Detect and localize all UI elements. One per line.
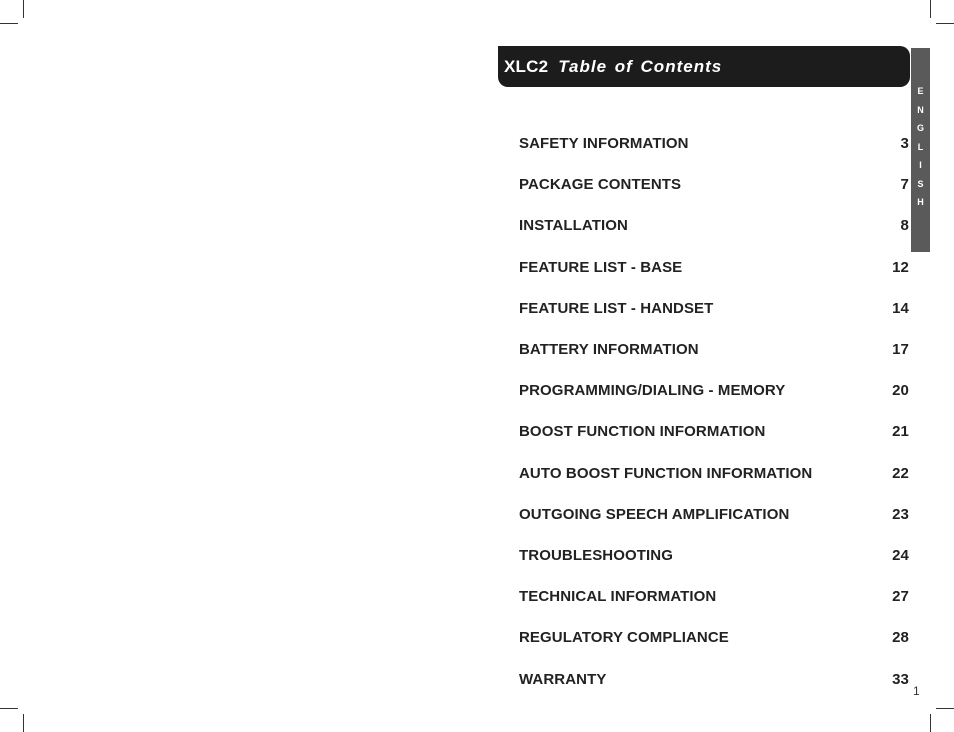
toc-entry[interactable] — [519, 329, 909, 370]
toc-list — [519, 123, 909, 700]
toc-entry[interactable] — [519, 535, 909, 576]
model-name: XLC2 — [504, 56, 549, 76]
toc-entry-page: 17 — [892, 341, 909, 359]
toc-entry-page: 24 — [892, 546, 909, 564]
crop-mark — [930, 714, 931, 732]
toc-entry[interactable] — [519, 247, 909, 288]
toc-entry-page: 23 — [892, 505, 909, 523]
toc-entry[interactable] — [519, 123, 909, 164]
toc-entry-label: WARRANTY — [519, 670, 607, 688]
crop-mark — [23, 0, 24, 18]
toc-entry-label: TROUBLESHOOTING — [519, 546, 673, 564]
crop-mark — [0, 23, 18, 24]
language-tab-letter: H — [917, 197, 924, 207]
language-tab-letter: S — [917, 178, 924, 189]
toc-entry-label: OUTGOING SPEECH AMPLIFICATION — [519, 505, 790, 523]
crop-mark — [936, 708, 954, 709]
toc-entry[interactable] — [519, 658, 909, 699]
toc-entry-page: 14 — [892, 299, 909, 317]
toc-entry-label: REGULATORY COMPLIANCE — [519, 629, 729, 647]
crop-mark — [930, 0, 931, 18]
toc-entry-page: 28 — [892, 629, 909, 647]
toc-entry-label: INSTALLATION — [519, 217, 628, 235]
toc-entry[interactable] — [519, 576, 909, 617]
toc-entry-label: TECHNICAL INFORMATION — [519, 588, 717, 606]
page-number: 1 — [913, 684, 920, 698]
toc-header — [498, 46, 910, 87]
toc-entry-label: BOOST FUNCTION INFORMATION — [519, 423, 766, 441]
toc-entry-page: 7 — [900, 176, 909, 194]
toc-entry-label: PACKAGE CONTENTS — [519, 176, 682, 194]
toc-entry-page: 33 — [892, 670, 909, 688]
crop-mark — [936, 23, 954, 24]
toc-entry[interactable] — [519, 494, 909, 535]
toc-entry[interactable] — [519, 164, 909, 205]
toc-entry[interactable] — [519, 205, 909, 246]
toc-entry-label: AUTO BOOST FUNCTION INFORMATION — [519, 464, 813, 482]
toc-entry[interactable] — [519, 288, 909, 329]
toc-entry-label: SAFETY INFORMATION — [519, 135, 689, 153]
language-tab-letter: G — [916, 123, 924, 133]
toc-entry-label: FEATURE LIST - HANDSET — [519, 299, 714, 317]
language-tab-letter: L — [917, 141, 924, 152]
language-tab-letter: I — [919, 160, 922, 170]
toc-entry-page: 27 — [892, 588, 909, 606]
toc-entry-page: 20 — [892, 382, 909, 400]
language-tab — [911, 48, 930, 252]
toc-entry-page: 21 — [892, 423, 909, 441]
toc-entry-page: 22 — [892, 464, 909, 482]
language-tab-letter: E — [917, 86, 924, 96]
toc-entry-page: 3 — [900, 135, 909, 153]
toc-entry-page: 12 — [892, 258, 909, 276]
toc-entry[interactable] — [519, 411, 909, 452]
toc-entry[interactable] — [519, 617, 909, 658]
page-title: Table of Contents — [558, 56, 723, 76]
crop-mark — [23, 714, 24, 732]
toc-entry-page: 8 — [900, 217, 909, 235]
toc-entry-label: FEATURE LIST - BASE — [519, 258, 683, 276]
language-tab-letter: N — [917, 104, 924, 115]
toc-entry-label: BATTERY INFORMATION — [519, 341, 699, 359]
toc-entry[interactable] — [519, 370, 909, 411]
toc-entry-label: PROGRAMMING/DIALING - MEMORY — [519, 382, 786, 400]
crop-mark — [0, 708, 18, 709]
toc-entry[interactable] — [519, 453, 909, 494]
